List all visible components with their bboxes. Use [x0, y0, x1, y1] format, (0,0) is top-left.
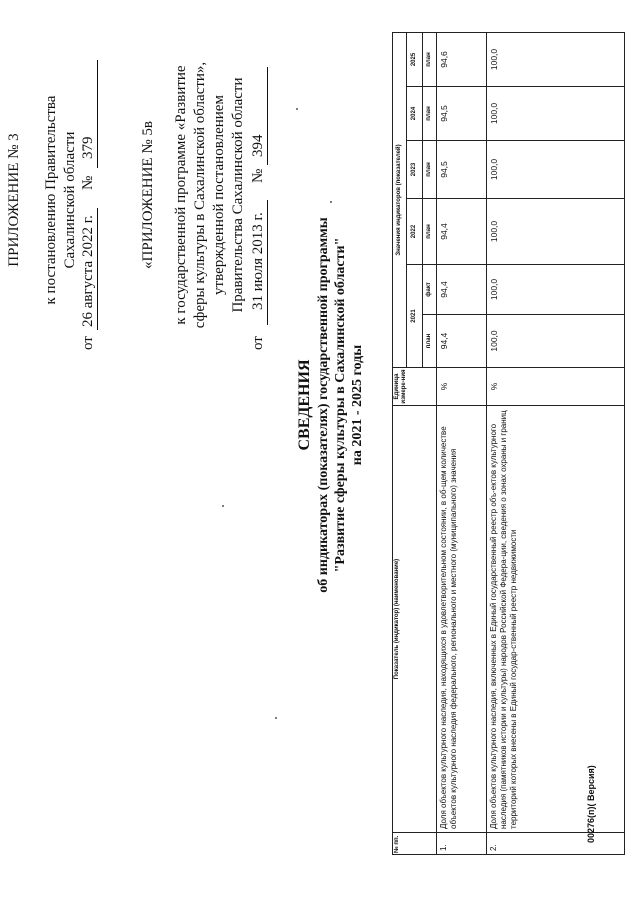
appendix3-date-underline — [97, 208, 98, 330]
appendix5v-from-label: от — [250, 336, 266, 350]
table-row — [487, 32, 625, 854]
row-2021-plan: 100,0 — [487, 315, 625, 368]
appendix5v-number-underline — [267, 67, 268, 165]
row-2021-plan: 94,4 — [437, 315, 487, 368]
row-indicator-name: Доля объектов культурного наследия, находящихся в удовлетворительном состоянии, в об-щем количестве объектов культурного наследия федерального, регионального и местного (муниципального) значения — [437, 406, 487, 833]
row-num: 1. — [437, 833, 487, 855]
indicators-table — [392, 32, 625, 855]
doc-title: СВЕДЕНИЯ — [296, 359, 313, 451]
appendix3-heading: ПРИЛОЖЕНИЕ № 3 — [6, 133, 22, 267]
row-2021-fact: 94,4 — [437, 265, 487, 315]
row-unit: % — [437, 368, 487, 406]
doc-title-line4: на 2021 - 2025 годы — [350, 344, 365, 466]
appendix5v-line1: к государственной программе «Развитие — [173, 65, 189, 325]
appendix3-number: 379 — [80, 136, 96, 159]
doc-title-line2: об индикаторах (показателях) государственной программы — [316, 217, 331, 593]
header-year-2022: 2022 — [407, 199, 423, 265]
scan-speck — [330, 201, 332, 203]
row-unit: % — [487, 368, 625, 406]
scan-speck — [296, 108, 298, 110]
row-2023-plan: 94,5 — [437, 141, 487, 199]
row-2023-plan: 100,0 — [487, 141, 625, 199]
header-year-2024: 2024 — [407, 87, 423, 141]
appendix3-from-label: от — [80, 336, 96, 350]
header-2021-fact: факт — [423, 265, 437, 315]
row-indicator-name: Доля объектов культурного наследия, включенных в Единый государственный реестр объ-ектов культурного наследия (памятников истории и культуры) народов Российской Федера-ции, сведения о зонах охраны и границ территорий которых внесены в Единый государ-ственный реестр недвижимости — [487, 406, 625, 833]
appendix5v-no-label: № — [250, 168, 266, 183]
footer-document-code: 00276(п)( Версия) — [586, 765, 596, 843]
header-year-2025: 2025 — [407, 32, 423, 86]
header-unit: Единица измере-ния — [393, 368, 437, 406]
appendix5v-date: 31 июля 2013 г. — [250, 212, 266, 310]
row-2025-plan: 100,0 — [487, 32, 625, 86]
scan-speck — [222, 505, 224, 507]
header-2021-plan: план — [423, 315, 437, 368]
appendix5v-date-underline — [267, 200, 268, 325]
row-2021-fact: 100,0 — [487, 265, 625, 315]
row-2024-plan: 100,0 — [487, 87, 625, 141]
header-year-2023: 2023 — [407, 141, 423, 199]
appendix3-no-label: № — [80, 175, 96, 190]
row-2025-plan: 94,6 — [437, 32, 487, 86]
row-2022-plan: 94,4 — [437, 199, 487, 265]
row-2024-plan: 94,5 — [437, 87, 487, 141]
header-2023-plan: план — [423, 141, 437, 199]
header-indicator: Показатель (индикатор) (наименование) — [393, 406, 437, 833]
table-row — [437, 32, 487, 854]
header-year-2021: 2021 — [407, 265, 423, 368]
appendix5v-line2: сферы культуры в Сахалинской области», — [192, 61, 208, 329]
appendix3-date: 26 августа 2022 г. — [80, 215, 96, 327]
header-num: № пп. — [393, 833, 437, 855]
header-2025-plan: план — [423, 32, 437, 86]
appendix5v-heading: «ПРИЛОЖЕНИЕ № 5в — [140, 121, 156, 269]
row-num: 2. — [487, 833, 625, 855]
header-2022-plan: план — [423, 199, 437, 265]
table-header-row-1 — [393, 32, 407, 854]
header-2024-plan: план — [423, 87, 437, 141]
scan-speck — [275, 717, 277, 719]
appendix3-line2: Сахалинской области — [62, 131, 78, 269]
appendix5v-number: 394 — [250, 134, 266, 157]
appendix3-line1: к постановлению Правительства — [43, 95, 59, 305]
header-values: Значения индикаторов (показателей) — [393, 32, 407, 367]
appendix5v-line4: Правительства Сахалинской области — [230, 77, 246, 313]
row-2022-plan: 100,0 — [487, 199, 625, 265]
doc-title-line3: "Развитие сферы культуры в Сахалинской области" — [333, 237, 348, 573]
appendix5v-line3: утвержденной постановлением — [211, 95, 227, 295]
appendix3-number-underline — [97, 60, 98, 168]
